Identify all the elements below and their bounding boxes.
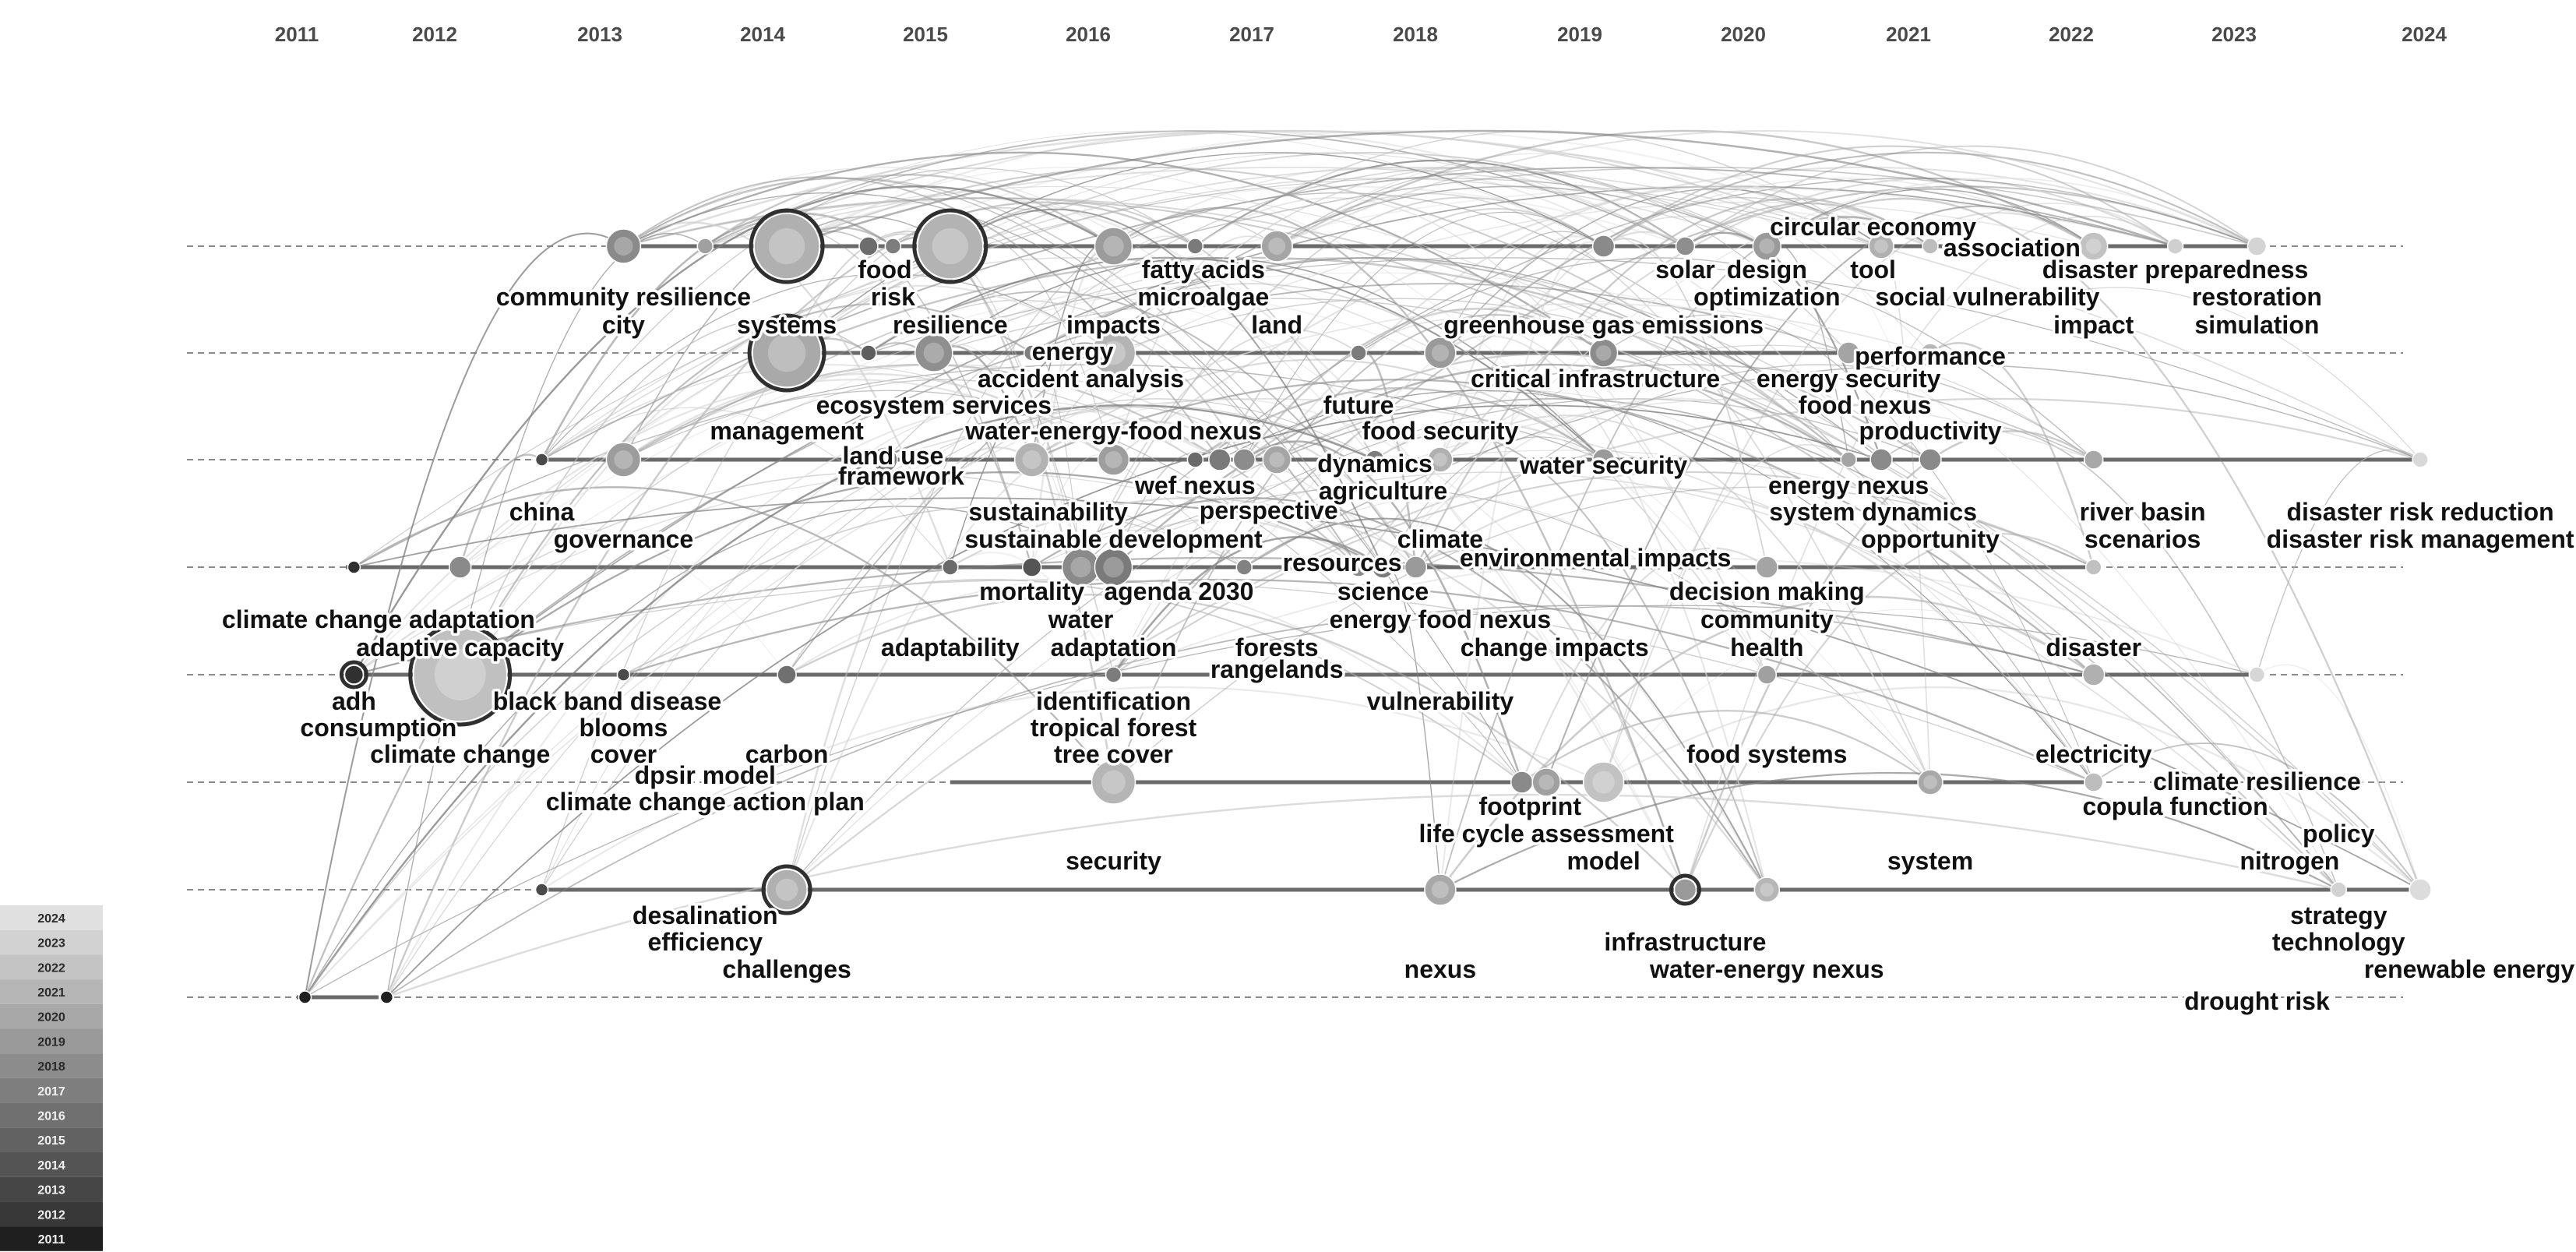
keyword-label: climate change adaptation	[221, 605, 535, 633]
keyword-label: disaster preparedness	[2042, 256, 2309, 284]
keyword-label: vulnerability	[1366, 687, 1514, 715]
keyword-node	[1870, 449, 1892, 471]
keyword-label: resources	[1282, 548, 1402, 577]
keyword-node-core	[1923, 775, 1937, 789]
keyword-label: food	[858, 256, 912, 284]
keyword-node-core	[776, 879, 798, 901]
legend-year-label: 2016	[37, 1109, 65, 1123]
keyword-label: black band disease	[492, 687, 722, 715]
cooccurrence-arc	[2257, 450, 2420, 675]
keyword-node	[1236, 559, 1252, 575]
keyword-node-core	[1759, 238, 1774, 254]
keyword-label: system dynamics	[1769, 498, 1978, 526]
keyword-label: land use	[842, 442, 944, 470]
keyword-label: systems	[737, 311, 837, 339]
keyword-node-core	[1433, 453, 1447, 467]
keyword-label: energy	[1031, 337, 1114, 365]
keyword-label: impacts	[1066, 311, 1161, 339]
keyword-label: design	[1726, 256, 1807, 284]
keyword-node	[885, 238, 900, 254]
keyword-label: infrastructure	[1604, 928, 1767, 956]
keyword-label: greenhouse gas emissions	[1443, 311, 1764, 339]
keyword-label: governance	[553, 525, 694, 553]
keyword-label: resilience	[892, 311, 1008, 339]
year-label: 2020	[1721, 23, 1766, 46]
keyword-label: land	[1251, 311, 1303, 339]
keyword-label: decision making	[1669, 577, 1865, 605]
legend-year-label: 2019	[37, 1035, 65, 1049]
keyword-label: nitrogen	[2239, 847, 2340, 875]
keyword-node	[617, 668, 629, 681]
keyword-label: environmental impacts	[1459, 544, 1732, 572]
keyword-label: copula function	[2082, 792, 2268, 820]
legend-year-label: 2024	[37, 912, 65, 926]
keyword-node	[1023, 558, 1041, 577]
year-label: 2021	[1886, 23, 1931, 46]
keyword-node	[2083, 664, 2105, 686]
keyword-label: technology	[2271, 928, 2405, 956]
keyword-label: adaptive capacity	[356, 633, 565, 661]
keyword-label: climate change	[370, 740, 551, 768]
keyword-node-core	[1596, 345, 1612, 361]
keyword-label: microalgae	[1137, 283, 1270, 311]
keyword-label: agenda 2030	[1104, 577, 1254, 605]
keyword-label: perspective	[1199, 496, 1338, 524]
keyword-label: identification	[1035, 687, 1192, 715]
keyword-label: system	[1887, 847, 1974, 875]
keyword-node	[1757, 665, 1776, 684]
year-label: 2016	[1066, 23, 1111, 46]
keyword-node	[298, 991, 311, 1003]
keyword-label: rangelands	[1210, 655, 1344, 683]
keyword-node-core	[614, 237, 633, 256]
keyword-label: renewable energy	[2363, 955, 2575, 983]
year-label: 2017	[1229, 23, 1274, 46]
keyword-label: simulation	[2194, 311, 2320, 339]
keyword-node-core	[1432, 344, 1449, 361]
keyword-label: optimization	[1693, 283, 1841, 311]
keyword-label: association	[1943, 234, 2081, 262]
keyword-node-core	[1103, 236, 1123, 256]
cooccurrence-arc	[1930, 287, 2420, 460]
keyword-label: restoration	[2191, 283, 2322, 311]
keyword-label: energy security	[1756, 365, 1941, 393]
keyword-label: wef nexus	[1134, 471, 1256, 499]
keyword-node	[536, 883, 548, 896]
keyword-node-core	[1592, 771, 1615, 794]
keyword-label: management	[710, 417, 864, 445]
keyword-node-core	[1023, 450, 1041, 469]
legend-year-label: 2023	[37, 936, 65, 950]
keyword-node-core	[924, 343, 944, 363]
keyword-node-core	[1874, 239, 1888, 253]
legend-year-label: 2012	[37, 1208, 65, 1222]
year-label: 2022	[2049, 23, 2094, 46]
keyword-node-core	[1105, 451, 1122, 468]
keyword-label: desalination	[632, 901, 778, 929]
keyword-node	[1756, 556, 1778, 578]
keyword-label: life cycle assessment	[1418, 820, 1674, 848]
keyword-node	[1351, 345, 1366, 361]
keyword-node	[2084, 773, 2103, 792]
keyword-label: water-energy nexus	[1650, 955, 1884, 983]
keyword-label: sustainable development	[964, 525, 1263, 553]
keyword-label: strategy	[2290, 901, 2387, 929]
keyword-label: adh	[331, 687, 376, 715]
keyword-node	[1841, 452, 1856, 467]
keyword-label: social vulnerability	[1875, 283, 2100, 311]
year-label: 2013	[577, 23, 622, 46]
year-color-legend	[0, 905, 103, 1251]
legend-year-label: 2020	[37, 1010, 65, 1025]
keyword-node	[347, 561, 360, 573]
keyword-label: water-energy-food nexus	[965, 417, 1262, 445]
keyword-node-core	[769, 228, 805, 264]
keyword-node	[536, 453, 548, 466]
keyword-label: cover	[590, 740, 657, 768]
keyword-label: energy nexus	[1767, 471, 1929, 499]
keyword-label: food systems	[1686, 740, 1848, 768]
keyword-node	[1593, 235, 1615, 257]
legend-year-label: 2011	[37, 1233, 65, 1247]
keyword-node	[1919, 449, 1941, 471]
keyword-label: water	[1048, 605, 1114, 633]
keyword-node	[2331, 882, 2346, 898]
keyword-label: policy	[2303, 820, 2375, 848]
keyword-node	[1187, 238, 1203, 254]
keyword-node	[1676, 237, 1694, 256]
keyword-label: framework	[837, 462, 964, 490]
keyword-label: electricity	[2035, 740, 2152, 768]
keyword-label: river basin	[2079, 498, 2206, 526]
keyword-label: dpsir model	[634, 761, 776, 789]
keyword-label: mortality	[979, 577, 1085, 605]
keyword-label: water security	[1519, 451, 1688, 479]
year-label: 2015	[903, 23, 948, 46]
keyword-label: performance	[1855, 342, 2006, 370]
cooccurrence-arc	[2257, 450, 2420, 675]
keyword-label: tree cover	[1054, 740, 1173, 768]
keyword-node	[2084, 450, 2103, 469]
keyword-label: productivity	[1859, 417, 2002, 445]
legend-year-label: 2013	[37, 1183, 65, 1197]
keyword-node	[861, 345, 876, 361]
keyword-label: food security	[1362, 417, 1519, 445]
keyword-node	[1187, 452, 1203, 467]
keyword-node	[1674, 879, 1696, 901]
keyword-label: dynamics	[1317, 450, 1432, 478]
keyword-label: fatty acids	[1141, 256, 1265, 284]
keyword-label: city	[601, 311, 645, 339]
keyword-label: efficiency	[647, 928, 763, 956]
keyword-node	[449, 556, 471, 578]
keyword-label: nexus	[1404, 955, 1477, 983]
keyword-label: science	[1337, 577, 1429, 605]
keyword-node-core	[1070, 557, 1091, 577]
keyword-label: climate	[1397, 525, 1484, 553]
keyword-label: blooms	[579, 714, 668, 742]
keyword-label: health	[1730, 633, 1804, 661]
keyword-label: china	[509, 498, 575, 526]
year-label: 2011	[274, 23, 319, 46]
keyword-label: climate change action plan	[545, 788, 865, 816]
keyword-label: ecosystem services	[816, 391, 1052, 419]
legend-year-label: 2014	[37, 1159, 65, 1173]
keyword-label: opportunity	[1861, 525, 2000, 553]
legend-year-label: 2017	[37, 1084, 65, 1099]
keyword-label: circular economy	[1770, 213, 1977, 241]
keyword-node	[1511, 771, 1533, 793]
keyword-label: agriculture	[1318, 477, 1448, 505]
keyword-node	[344, 665, 363, 684]
year-label: 2024	[2402, 23, 2447, 46]
keyword-node	[1922, 238, 1938, 254]
keyword-node-core	[932, 228, 968, 264]
keyword-node	[2249, 667, 2264, 682]
keyword-label: disaster risk reduction	[2286, 498, 2554, 526]
keyword-node	[777, 665, 796, 684]
keyword-node-core	[2086, 238, 2102, 254]
year-label: 2014	[740, 23, 785, 46]
keyword-node	[2412, 452, 2428, 467]
keyword-label: solar	[1655, 256, 1715, 284]
keyword-node-core	[1269, 452, 1284, 467]
keyword-label: community resilience	[495, 283, 752, 311]
keyword-label: accident analysis	[978, 365, 1185, 393]
keyword-node	[380, 991, 393, 1003]
keyword-label: carbon	[745, 740, 829, 768]
keyword-label: disaster	[2046, 633, 2142, 661]
keyword-node-core	[1103, 557, 1123, 577]
keyword-node-core	[614, 450, 633, 469]
keyword-node-core	[1538, 774, 1554, 790]
keyword-label: sustainability	[968, 498, 1128, 526]
keyword-node	[2086, 559, 2102, 575]
keyword-node-core	[1268, 238, 1285, 255]
keyword-label: footprint	[1478, 792, 1581, 820]
keyword-node	[2409, 879, 2431, 901]
keyword-node	[943, 559, 958, 575]
keyword-node	[2168, 238, 2183, 254]
keyword-labels	[222, 213, 2574, 1015]
keyword-label: drought risk	[2184, 987, 2330, 1015]
keyword-node	[859, 237, 878, 256]
keyword-label: tropical forest	[1030, 714, 1197, 742]
year-label: 2023	[2211, 23, 2257, 46]
legend-year-label: 2021	[37, 986, 65, 1000]
keyword-label: food nexus	[1798, 391, 1932, 419]
keyword-label: forests	[1235, 633, 1319, 661]
legend-year-label: 2015	[37, 1134, 65, 1148]
keyword-label: adaptability	[880, 633, 1020, 661]
keyword-label: impact	[2053, 311, 2134, 339]
keyword-label: climate resilience	[2152, 767, 2361, 795]
keyword-node-core	[1101, 771, 1126, 795]
year-axis	[275, 23, 2447, 46]
keyword-label: disaster risk management	[2266, 525, 2574, 553]
keyword-node	[697, 238, 713, 254]
keyword-node	[1106, 667, 1122, 682]
keyword-label: risk	[870, 283, 915, 311]
keyword-label: consumption	[300, 714, 457, 742]
keyword-label: critical infrastructure	[1471, 365, 1721, 393]
keyword-label: adaptation	[1050, 633, 1177, 661]
keyword-label: energy food nexus	[1329, 605, 1552, 633]
keyword-label: scenarios	[2084, 525, 2201, 553]
year-label: 2019	[1557, 23, 1602, 46]
keyword-label: security	[1066, 847, 1161, 875]
legend-year-label: 2018	[37, 1060, 65, 1074]
keyword-node	[1233, 449, 1255, 471]
cooccurrence-arc	[386, 795, 2338, 997]
keyword-node	[1209, 449, 1231, 471]
keyword-label: future	[1323, 391, 1394, 419]
keyword-label: tool	[1850, 256, 1896, 284]
legend-year-label: 2022	[37, 961, 65, 975]
keyword-label: community	[1700, 605, 1834, 633]
keyword-node	[2247, 237, 2266, 256]
keyword-node-core	[1760, 883, 1774, 897]
keyword-label: challenges	[722, 955, 851, 983]
keyword-node-core	[768, 334, 805, 372]
year-label: 2018	[1393, 23, 1438, 46]
keyword-label: model	[1566, 847, 1640, 875]
keyword-label: change impacts	[1460, 633, 1649, 661]
year-label: 2012	[412, 23, 457, 46]
keyword-node-core	[1432, 881, 1449, 898]
keyword-node	[1404, 556, 1426, 578]
